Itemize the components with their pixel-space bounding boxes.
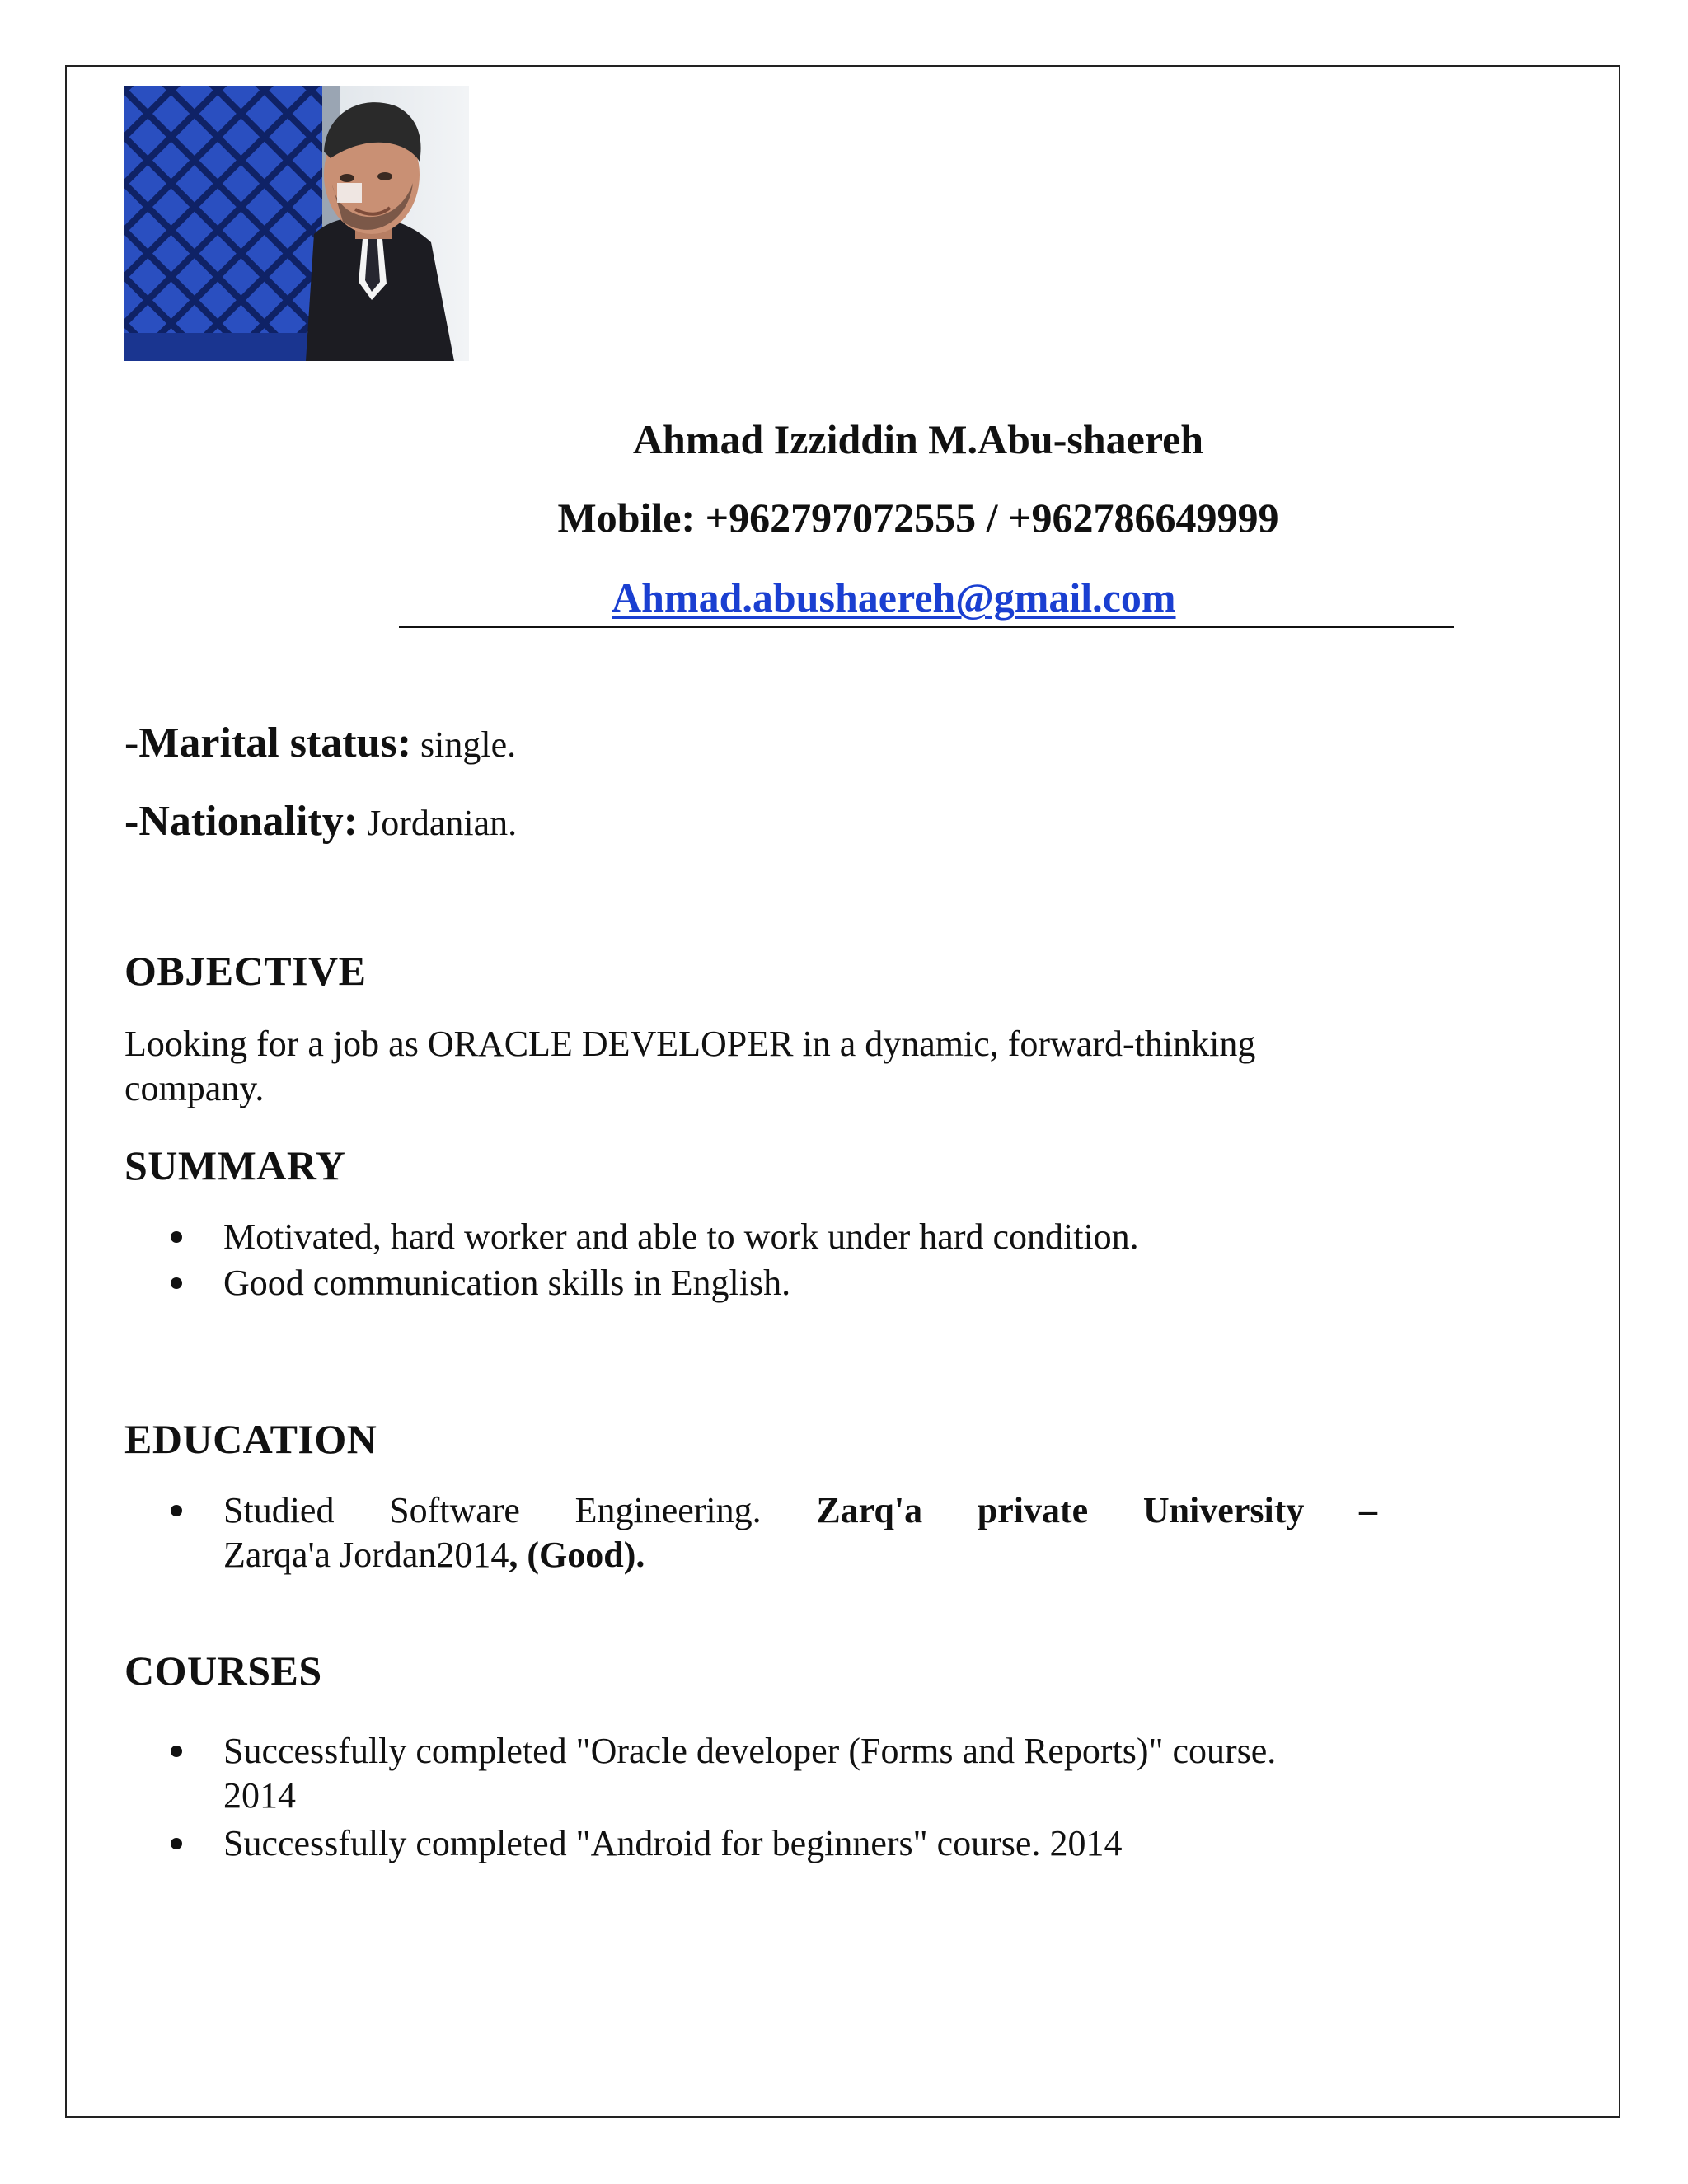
education-word: – [1359,1490,1377,1530]
education-word: Software [389,1490,520,1530]
profile-photo-icon [124,86,469,361]
summary-list [124,1215,1344,1305]
course-item [124,1729,1344,1818]
education-word: private [977,1490,1089,1530]
education-location: Zarqa'a Jordan2014 [223,1535,509,1575]
education-grade: , (Good). [509,1535,645,1575]
bullet-icon [171,1746,182,1757]
nationality [124,797,517,848]
email-link[interactable]: Ahmad.abushaereh@gmail.com [612,574,1176,621]
course-text-line1: Successfully completed "Android for beginners" course. 2014 [223,1823,1123,1863]
email-row [399,573,1454,628]
summary-title: SUMMARY [124,1142,346,1188]
summary-item-text: Motivated, hard worker and able to work under hard condition. [223,1216,1139,1257]
education-line1 [223,1488,1377,1533]
education-list [124,1488,1377,1577]
bullet-icon [171,1231,182,1243]
objective-title: OBJECTIVE [124,948,367,994]
education-word: Studied [223,1490,335,1530]
objective-text-line1: Looking for a job as ORACLE DEVELOPER in a dynamic, forward-thinking [124,1024,1256,1064]
courses-list [124,1729,1344,1866]
objective-text [124,1022,1344,1111]
education-item [124,1488,1377,1577]
courses-title: COURSES [124,1647,322,1694]
education-title: EDUCATION [124,1416,377,1462]
summary-item [124,1215,1344,1259]
marital-status-label: -Marital status: [124,719,412,766]
objective-text-line2: company. [124,1068,265,1108]
marital-status-value: single. [411,724,517,765]
summary-item-text: Good communication skills in English. [223,1263,791,1303]
mobile-numbers: Mobile: +962797072555 / +962786649999 [557,494,1279,541]
candidate-name: Ahmad Izziddin M.Abu-shaereh [632,416,1204,462]
nationality-label: -Nationality: [124,798,359,845]
marital-status [124,719,516,770]
bullet-icon [171,1838,182,1849]
course-text-line1: Successfully completed "Oracle developer (Forms and Reports)" course. [223,1731,1277,1771]
education-word: Zarq'a [816,1490,923,1530]
bullet-icon [171,1505,182,1516]
course-item [124,1821,1344,1866]
education-word: Engineering. [574,1490,762,1530]
bullet-icon [171,1277,182,1289]
course-text-line2: 2014 [223,1775,296,1816]
profile-photo [124,86,469,361]
education-word: University [1142,1490,1305,1530]
education-line2 [223,1533,1344,1577]
nationality-value: Jordanian. [358,803,518,843]
summary-item [124,1261,1344,1305]
